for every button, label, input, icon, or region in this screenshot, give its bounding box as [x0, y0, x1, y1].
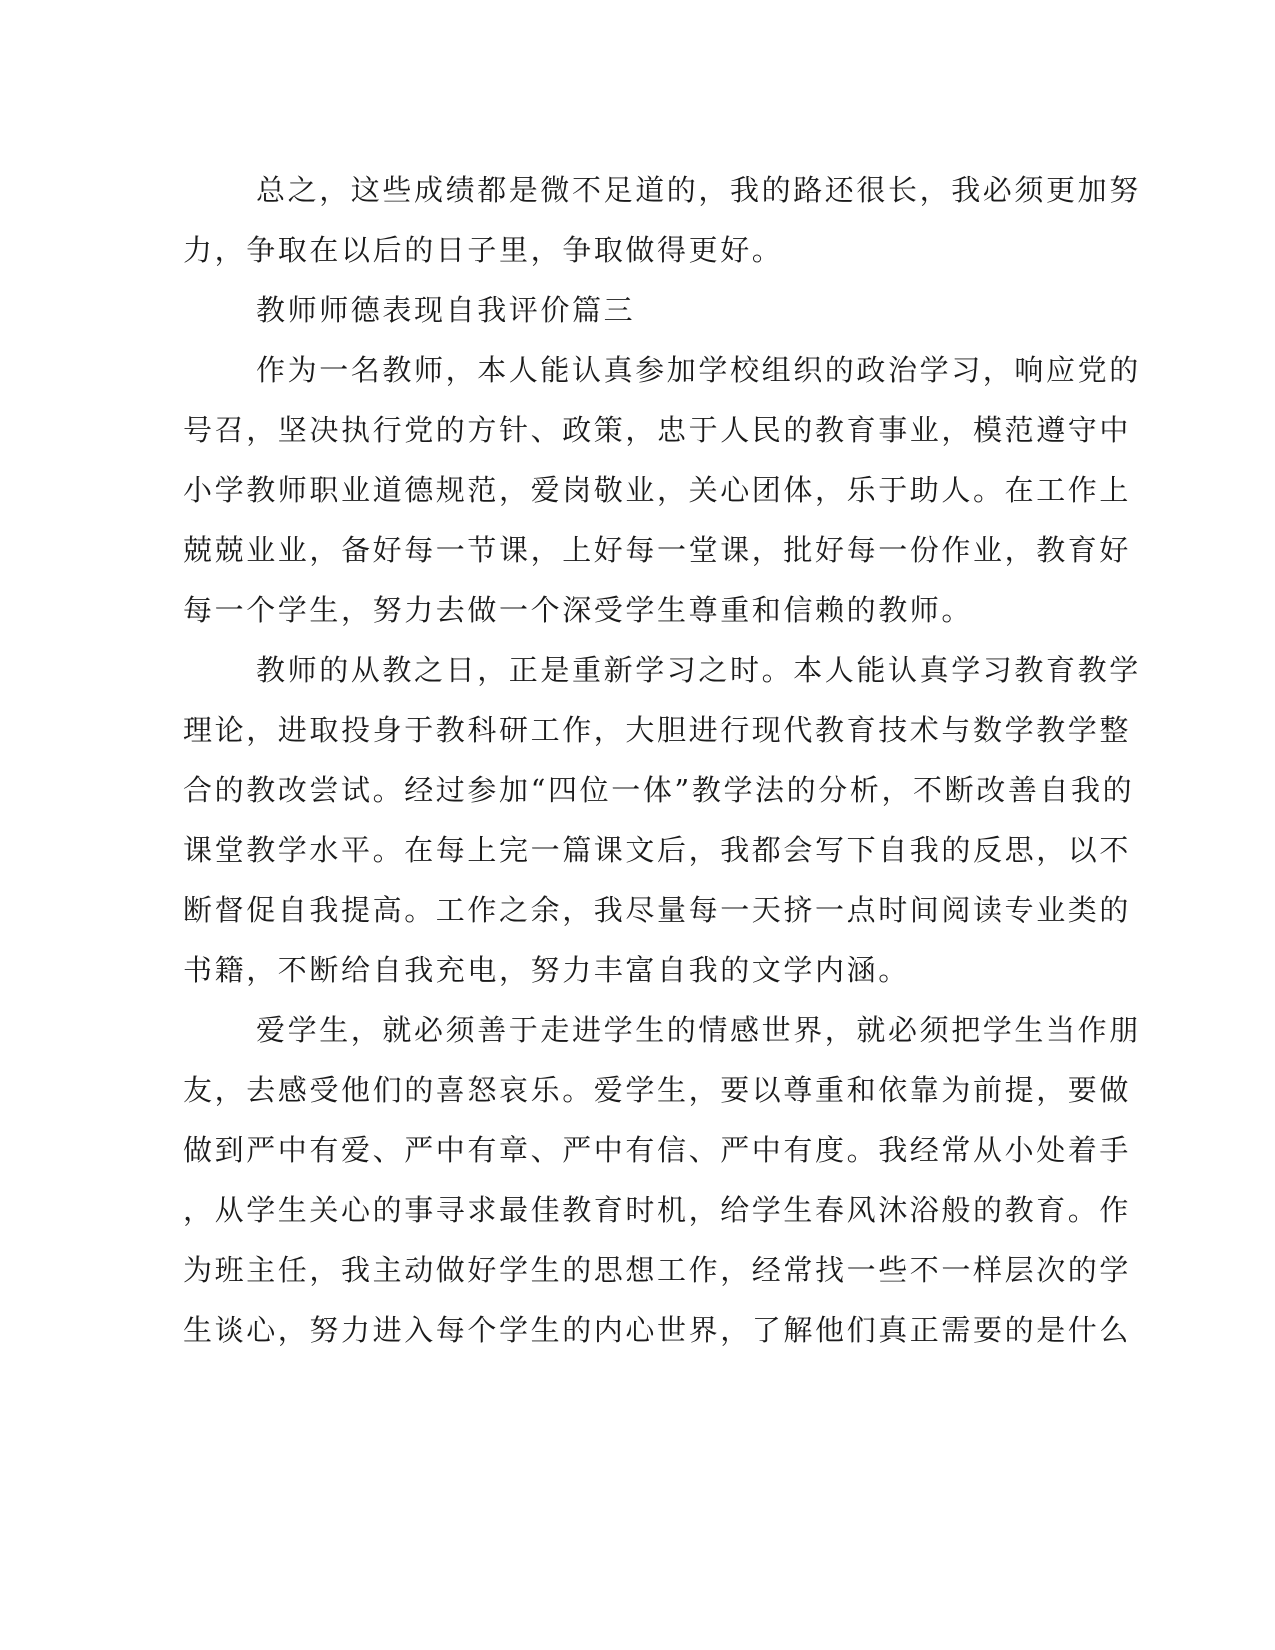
text-line: 小学教师职业道德规范，爱岗敬业，关心团体，乐于助人。在工作上: [183, 473, 1132, 507]
text-line: 总之，这些成绩都是微不足道的，我的路还很长，我必须更加努: [256, 173, 1141, 207]
paragraph-love-students: [183, 1000, 1141, 1360]
section-heading: [183, 280, 1083, 340]
text-line: 为班主任，我主动做好学生的思想工作，经常找一些不一样层次的学: [183, 1253, 1132, 1287]
document-page: [183, 160, 1141, 1360]
text-line: 课堂教学水平。在每上完一篇课文后，我都会写下自我的反思，以不: [183, 833, 1132, 867]
text-line: 合的教改尝试。经过参加“四位一体”教学法的分析，不断改善自我的: [183, 773, 1135, 807]
heading-line: 教师师德表现自我评价篇三: [256, 293, 636, 327]
text-line: 书籍，不断给自我充电，努力丰富自我的文学内涵。: [183, 953, 910, 987]
text-line: 兢兢业业，备好每一节课，上好每一堂课，批好每一份作业，教育好: [183, 533, 1132, 567]
text-line: 断督促自我提高。工作之余，我尽量每一天挤一点时间阅读专业类的: [183, 893, 1132, 927]
text-line: 号召，坚决执行党的方针、政策，忠于人民的教育事业，模范遵守中: [183, 413, 1132, 447]
text-line: 理论，进取投身于教科研工作，大胆进行现代教育技术与数学教学整: [183, 713, 1132, 747]
text-line: 作为一名教师，本人能认真参加学校组织的政治学习，响应党的: [256, 353, 1141, 387]
text-line: 爱学生，就必须善于走进学生的情感世界，就必须把学生当作朋: [256, 1013, 1141, 1047]
paragraph-learning: [183, 640, 1141, 1000]
text-line: 生谈心，努力进入每个学生的内心世界，了解他们真正需要的是什么: [183, 1313, 1132, 1347]
text-line: 做到严中有爱、严中有章、严中有信、严中有度。我经常从小处着手: [183, 1133, 1132, 1167]
text-line: ，从学生关心的事寻求最佳教育时机，给学生春风沐浴般的教育。作: [183, 1193, 1132, 1227]
text-line: 每一个学生，努力去做一个深受学生尊重和信赖的教师。: [183, 593, 974, 627]
paragraph-conclusion: [183, 160, 1141, 280]
text-line: 力，争取在以后的日子里，争取做得更好。: [183, 233, 784, 267]
text-line: 教师的从教之日，正是重新学习之时。本人能认真学习教育教学: [256, 653, 1141, 687]
paragraph-teacher-role: [183, 340, 1141, 640]
text-line: 友，去感受他们的喜怒哀乐。爱学生，要以尊重和依靠为前提，要做: [183, 1073, 1132, 1107]
